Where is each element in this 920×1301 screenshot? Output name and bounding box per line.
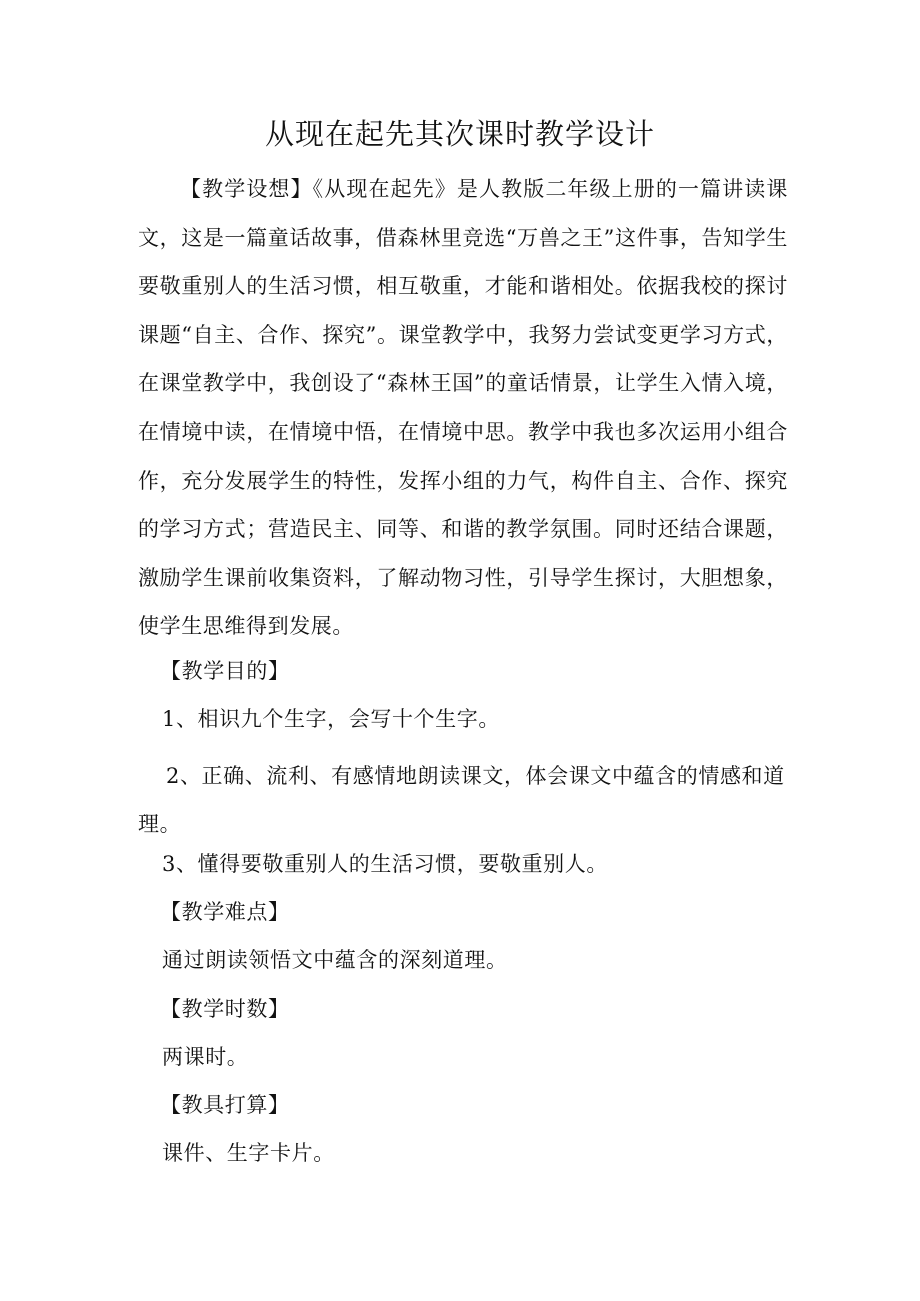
goal-2: 2、正确、流利、有感情地朗读课文，体会课文中蕴含的情感和道理。 — [138, 764, 785, 836]
tools-text: 课件、生字卡片。 — [162, 1141, 335, 1165]
difficulty-text: 通过朗读领悟文中蕴含的深刻道理。 — [162, 948, 508, 972]
goal-1: 1、相识九个生字，会写十个生字。 — [162, 707, 500, 731]
goal-3: 3、懂得要敬重别人的生活习惯，要敬重别人。 — [162, 852, 608, 876]
hours-text: 两课时。 — [162, 1045, 249, 1069]
goals-heading: 【教学目的】 — [160, 659, 290, 683]
teaching-idea-paragraph: 【教学设想】《从现在起先》是人教版二年级上册的一篇讲读课文，这是一篇童话故事，借森林里竞选“万兽之王”这件事，告知学生要敬重别人的生活习惯，相互敬重，才能和谐相处。依据我校的探讨课题“自主、合作、探究”。课堂教学中，我努力尝试变更学习方式，在课堂教学中，我创设了“森林王国”的童话情景，让学生入情入境，在情境中读，在情境中悟，在情境中思。教学中我也多次运用小组合作，充分发展学生的特性，发挥小组的力气，构件自主、合作、探究的学习方式；营造民主、同等、和谐的教学氛围。同时还结合课题，激励学生课前收集资料，了解动物习性，引导学生探讨，大胆想象，使学生思维得到发展。 — [138, 177, 788, 639]
hours-heading: 【教学时数】 — [160, 997, 290, 1021]
difficulty-heading: 【教学难点】 — [160, 900, 290, 924]
document-title: 从现在起先其次课时教学设计 — [264, 117, 655, 151]
tools-heading: 【教具打算】 — [160, 1093, 290, 1117]
